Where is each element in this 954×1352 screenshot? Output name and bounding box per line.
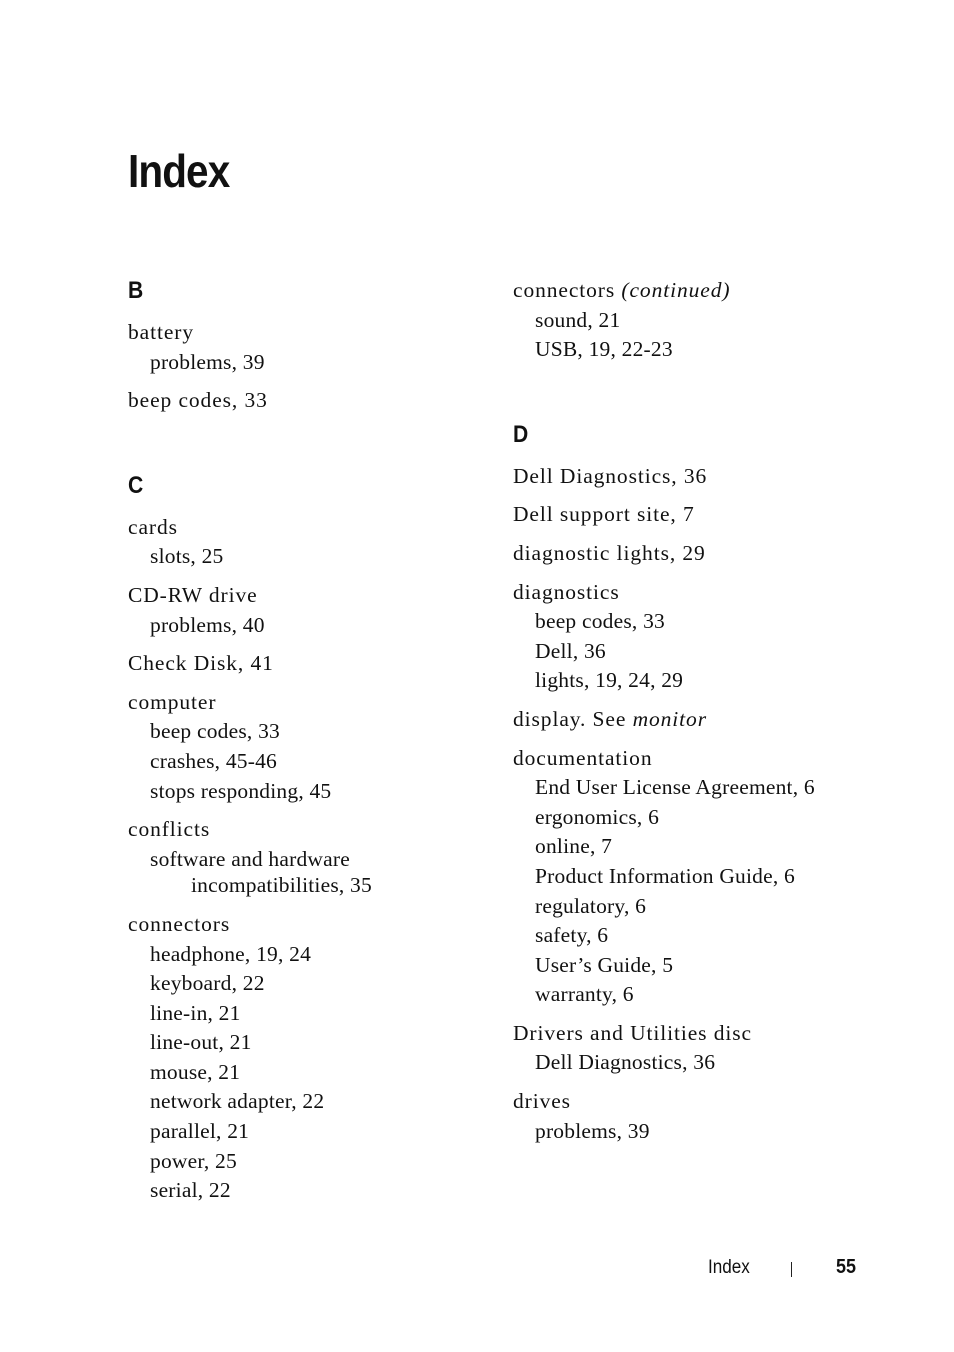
index-subterm: sound, 21 <box>535 307 621 332</box>
index-entry-check-disk <box>128 649 488 679</box>
index-entry-drivers-utilities <box>513 1019 873 1078</box>
index-subterm: beep codes, 33 <box>535 609 665 634</box>
index-entry-cdrw-drive <box>128 581 488 640</box>
index-entry-display <box>513 705 873 735</box>
index-entry-diagnostic-lights <box>513 539 873 569</box>
index-subterm: safety, 6 <box>535 923 609 948</box>
index-subterm: USB, 19, 22-23 <box>535 337 673 362</box>
index-subterm: crashes, 45-46 <box>150 748 277 773</box>
index-subterm: regulatory, 6 <box>535 893 647 918</box>
index-subterm: online, 7 <box>535 834 613 859</box>
index-subterm: headphone, 19, 24 <box>150 941 312 966</box>
page-title: Index <box>128 145 230 197</box>
index-subterm: parallel, 21 <box>150 1119 250 1144</box>
index-subterm: serial, 22 <box>150 1178 231 1203</box>
index-term: computer <box>128 689 217 714</box>
index-subterm-continuation: incompatibilities, 35 <box>191 873 372 898</box>
index-subterm: problems, 39 <box>535 1118 650 1143</box>
index-subterm: User’s Guide, 5 <box>535 952 674 977</box>
index-term: cards <box>128 514 178 539</box>
index-entry-battery <box>128 318 488 377</box>
index-term: beep codes, 33 <box>128 388 268 413</box>
index-term: Dell Diagnostics, 36 <box>513 463 708 488</box>
index-entry-conflicts <box>128 815 488 901</box>
index-term: Dell support site, 7 <box>513 502 695 527</box>
index-subterm: network adapter, 22 <box>150 1089 325 1114</box>
index-term: Drivers and Utilities disc <box>513 1020 752 1045</box>
index-subterm: beep codes, 33 <box>150 719 280 744</box>
index-term: documentation <box>513 745 653 770</box>
index-entry-dell-support-site <box>513 500 873 530</box>
index-subterm: warranty, 6 <box>535 982 634 1007</box>
index-term <box>513 276 873 306</box>
index-entry-diagnostics <box>513 578 873 696</box>
section-letter-b: B <box>128 277 144 304</box>
index-subterm <box>128 845 488 901</box>
index-subterm: Dell Diagnostics, 36 <box>535 1050 716 1075</box>
index-subterm: lights, 19, 24, 29 <box>535 668 684 693</box>
index-entry-drives <box>513 1087 873 1146</box>
index-term-text: display. See <box>513 706 633 731</box>
index-term: diagnostics <box>513 579 620 604</box>
index-subterm: ergonomics, 6 <box>535 804 660 829</box>
page-footer <box>0 1255 954 1281</box>
index-entry-beep-codes <box>128 386 488 416</box>
index-subterm: Product Information Guide, 6 <box>535 863 795 888</box>
index-subterm: stops responding, 45 <box>150 778 332 803</box>
index-entry-dell-diagnostics <box>513 462 873 492</box>
index-entry-connectors <box>128 910 488 1206</box>
index-subterm: problems, 40 <box>150 612 265 637</box>
index-entry-connectors-continued <box>513 276 873 365</box>
index-term-text: connectors <box>513 278 616 302</box>
see-reference: monitor <box>632 706 707 731</box>
index-subterm: problems, 39 <box>150 349 265 374</box>
index-subterm: line-out, 21 <box>150 1030 252 1055</box>
index-subterm: power, 25 <box>150 1148 237 1173</box>
index-term <box>513 705 873 735</box>
index-term: drives <box>513 1089 571 1114</box>
index-term: conflicts <box>128 817 211 842</box>
index-subterm: slots, 25 <box>150 544 224 569</box>
footer-section-label: Index <box>708 1257 750 1278</box>
section-letter-c: C <box>128 471 144 499</box>
index-term: diagnostic lights, 29 <box>513 540 706 565</box>
index-entry-documentation <box>513 744 873 1010</box>
index-entry-computer <box>128 688 488 806</box>
index-column-right <box>513 276 873 1155</box>
index-term: connectors <box>128 911 231 936</box>
index-term: Check Disk, 41 <box>128 651 274 676</box>
index-subterm: Dell, 36 <box>535 638 606 663</box>
page-number: 55 <box>836 1256 857 1278</box>
section-letter-d: D <box>513 420 529 448</box>
index-subterm: keyboard, 22 <box>150 971 265 996</box>
index-subterm: line-in, 21 <box>150 1000 241 1025</box>
index-subterm: End User License Agreement, 6 <box>535 775 815 800</box>
index-entry-cards <box>128 513 488 572</box>
continued-label: (continued) <box>621 278 731 302</box>
index-subterm: mouse, 21 <box>150 1059 241 1084</box>
index-column-left <box>128 277 488 1215</box>
index-subterm-line: software and hardware <box>150 846 350 871</box>
index-term: CD-RW drive <box>128 582 258 607</box>
index-term: battery <box>128 320 194 344</box>
footer-divider <box>791 1262 792 1277</box>
